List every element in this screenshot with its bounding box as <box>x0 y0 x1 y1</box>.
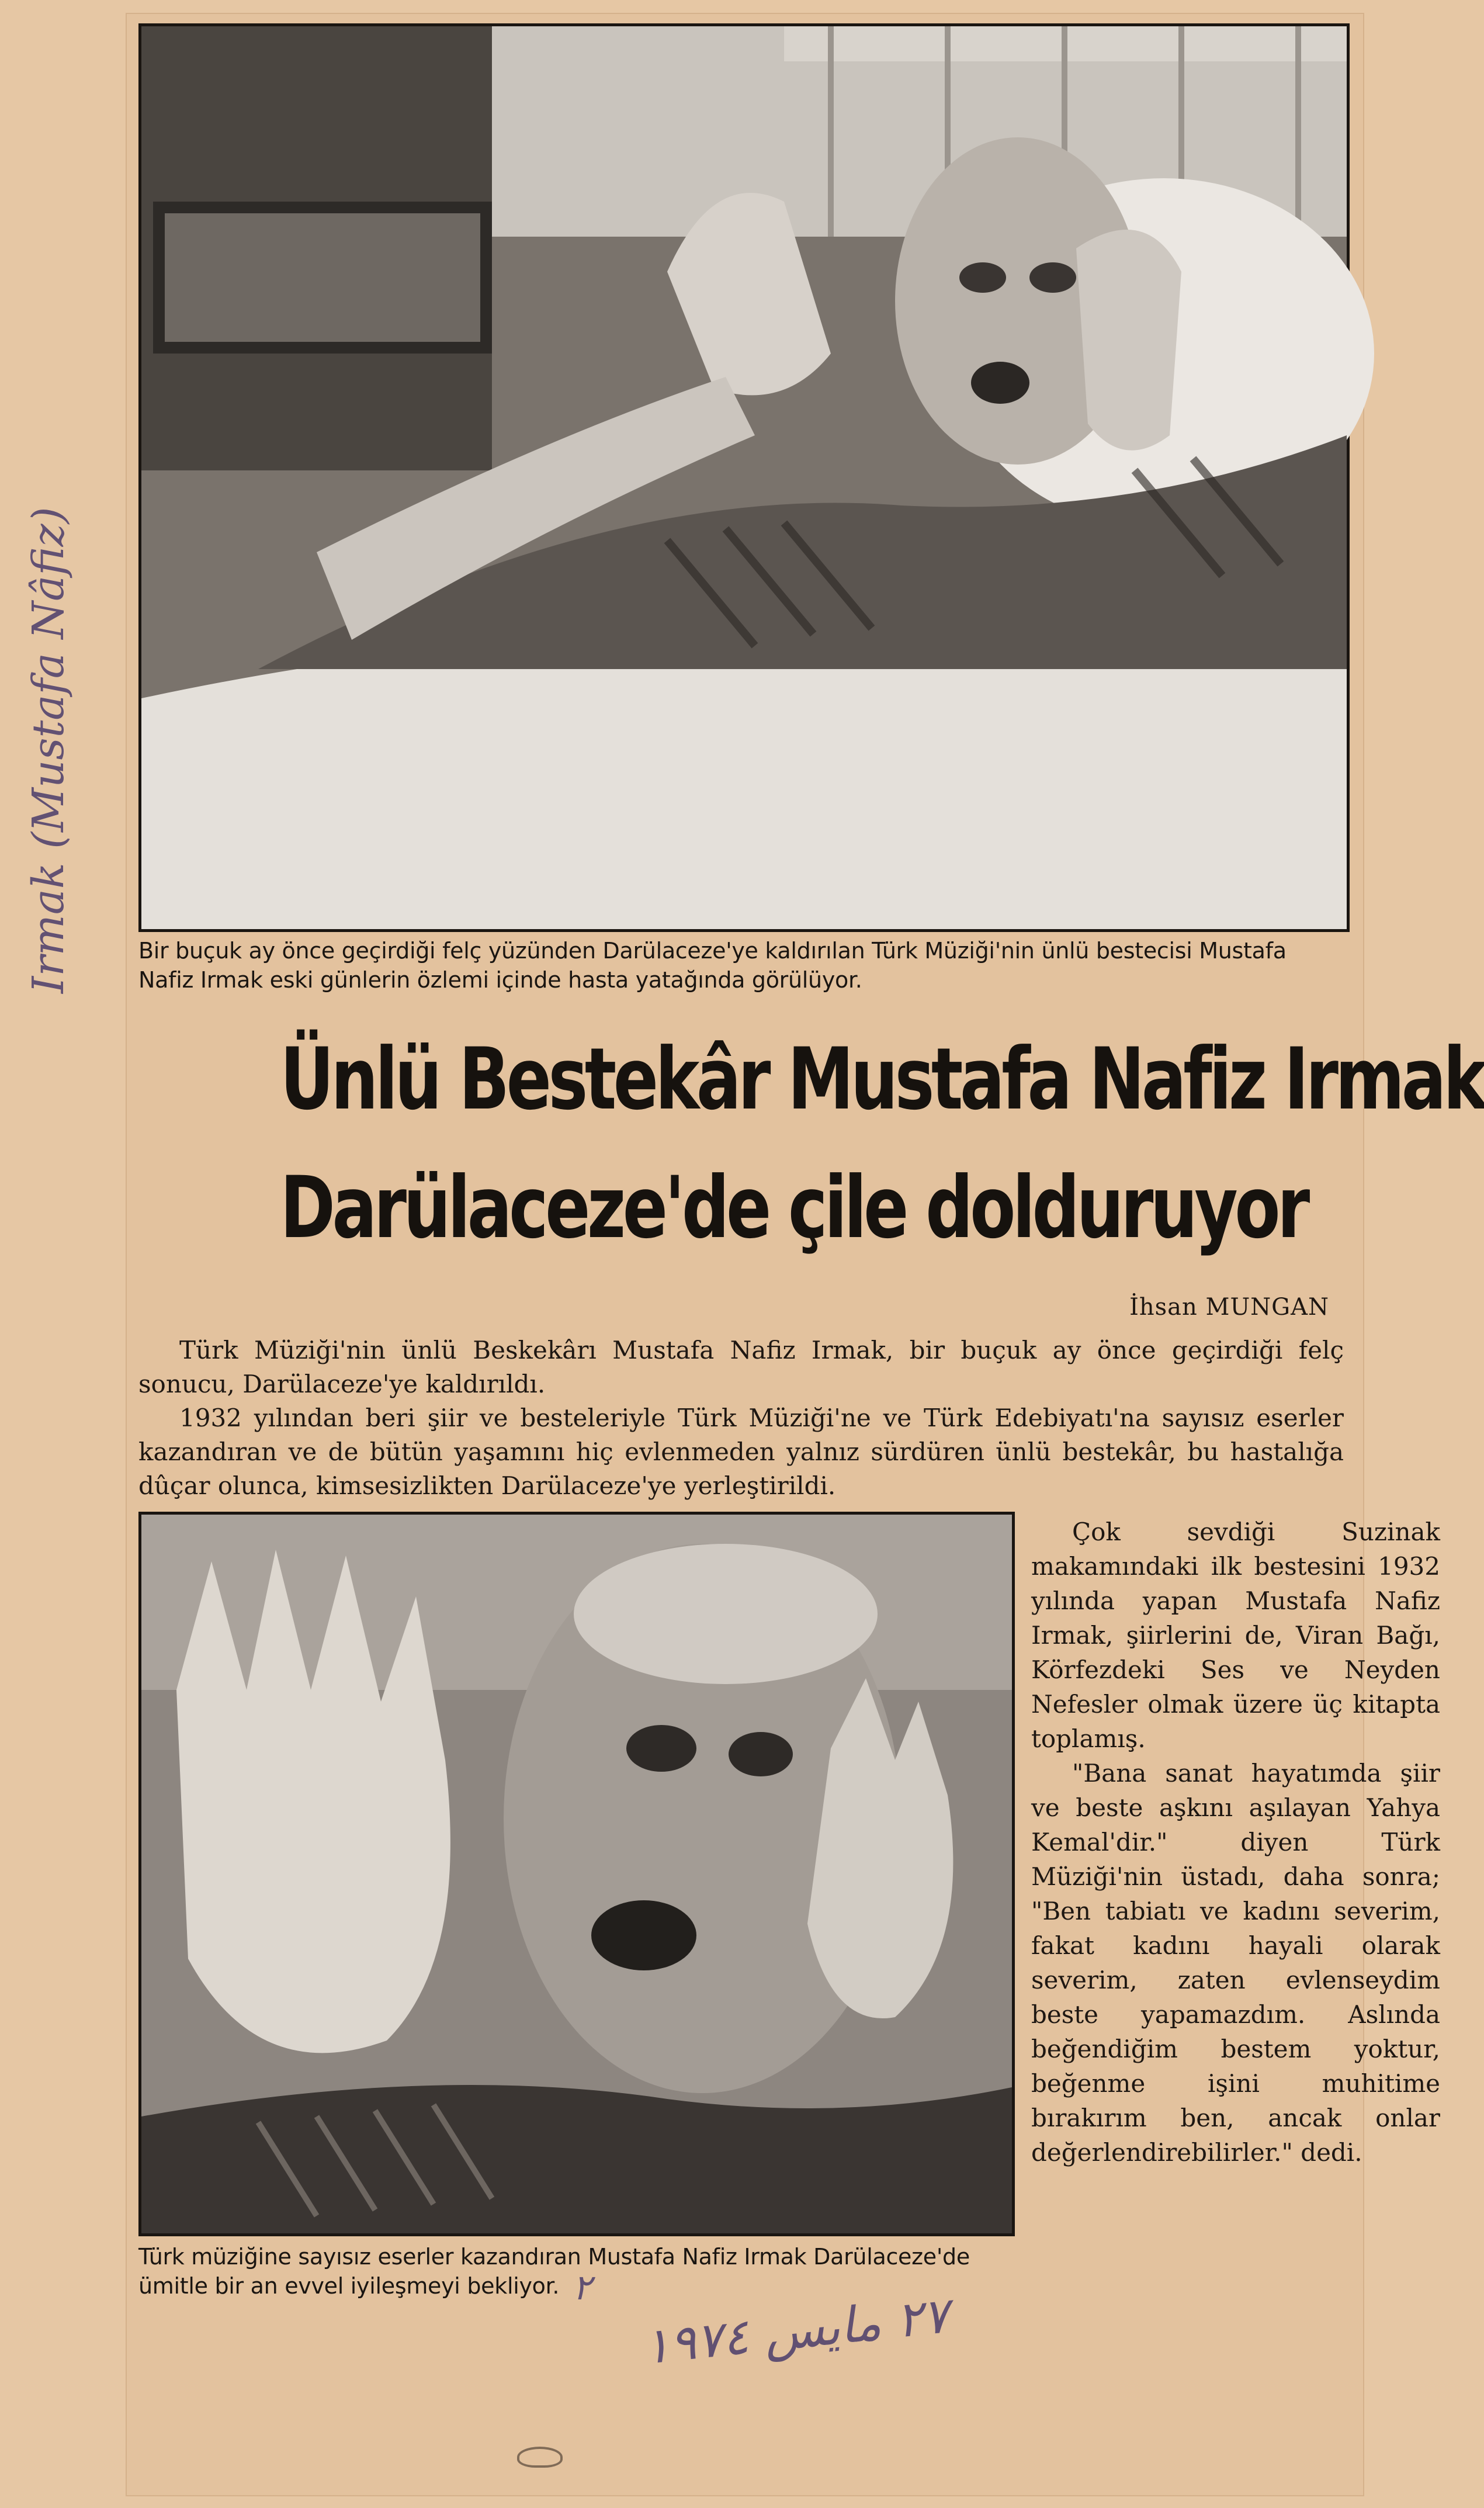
ink-stamp <box>517 2447 563 2468</box>
handwritten-date: ٢٧ مايس ١٩٧٤ <box>640 2286 952 2376</box>
article-paragraph: 1932 yılından beri şiir ve besteleriyle Türk Müziği'ne ve Türk Edebiyatı'na sayısız eserler kazandıran ve de bütün yaşamını hiç evlenmeden yalnız sürdüren ünlü bestekâr, bu hastalığa dûçar olunca, kimsesizlikten Darülaceze'ye yerleştirildi. <box>138 1404 1344 1500</box>
headline-line-1: Ünlü Bestekâr Mustafa Nafiz Irmak <box>280 1030 1484 1129</box>
article-column <box>1031 1515 1440 2170</box>
photo-bottom-caption: Türk müziğine sayısız eserler kazandıran Mustafa Nafiz Irmak Darülaceze'de ümitle bir an evvel iyileşmeyi bekliyor. <box>138 2244 970 2299</box>
photo-top-illustration <box>141 26 1347 929</box>
newspaper-clipping <box>126 13 1484 2496</box>
photo-patient-in-bed <box>138 23 1350 932</box>
photo-top-caption: Bir buçuk ay önce geçirdiği felç yüzünden Darülaceze'ye kaldırılan Türk Müziği'nin ünlü bestecisi Mustafa Nafiz Irmak eski günlerin özlemi içinde hasta yatağında görülüyor. <box>138 938 1287 993</box>
headline-line-2: Darülaceze'de çile dolduruyor <box>280 1158 1307 1258</box>
article-intro <box>138 1333 1344 1503</box>
photo-patient-raising-hands <box>138 1512 1015 2236</box>
handwritten-mark: ٢ <box>573 2267 592 2308</box>
article-paragraph: Çok sevdiği Suzinak makamındaki ilk bestesini 1932 yılında yapan Mustafa Nafiz Irmak, şiirlerini de, Viran Bağı, Körfezdeki Ses ve Neyden Nefesler olmak üzere üç kitapta toplamış. <box>1031 1518 1440 1753</box>
byline: İhsan MUNGAN <box>1129 1294 1329 1321</box>
photo-bottom-illustration <box>141 1515 1012 2233</box>
article-paragraph: "Bana sanat hayatımda şiir ve beste aşkını aşılayan Yahya Kemal'dir." diyen Türk Müziği'nin üstadı, daha sonra; "Ben tabiatı ve kadını severim, fakat kadını hayali olarak severim, zaten evlenseydim beste yapamazdım. Aslında beğendiğim bestem yoktur, beğenme işini muhitime bırakırım ben, ancak onlar değerlendirebilirler." dedi. <box>1031 1759 1440 2167</box>
article-paragraph: Türk Müziği'nin ünlü Beskekârı Mustafa Nafiz Irmak, bir buçuk ay önce geçirdiği felç sonucu, Darülaceze'ye kaldırıldı. <box>138 1336 1344 1398</box>
handwritten-side-note: Irmak (Mustafa Nâfiz) <box>23 507 74 993</box>
